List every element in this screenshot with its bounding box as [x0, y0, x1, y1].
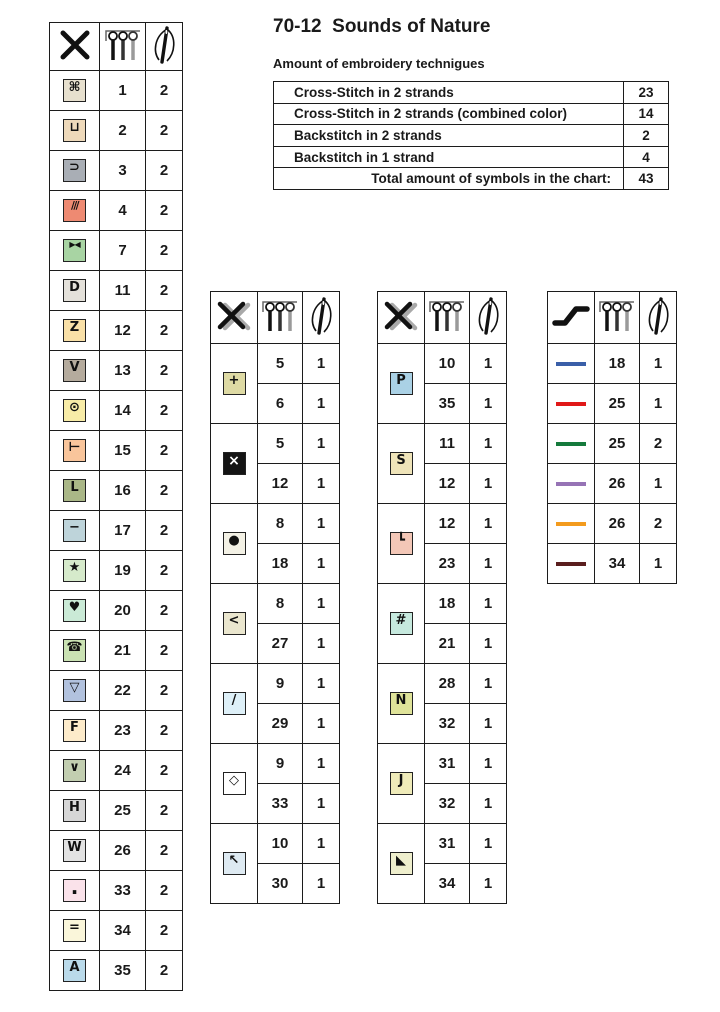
symbol-cell	[50, 231, 100, 271]
symbol-cell	[50, 471, 100, 511]
thread-number: 14	[100, 391, 146, 431]
combined-cross-stitch-icon	[382, 298, 420, 334]
strand-count: 2	[146, 551, 183, 591]
strand-count: 1	[303, 664, 340, 704]
symbol-swatch: ⊙	[63, 399, 86, 422]
symbol-swatch: ◇	[223, 772, 246, 795]
symbol-swatch: /	[223, 692, 246, 715]
thread-number: 6	[258, 384, 303, 424]
combined-symbol-row	[378, 584, 507, 624]
strand-count: 1	[303, 624, 340, 664]
header-cell	[146, 23, 183, 71]
thread-number: 28	[425, 664, 470, 704]
strand-count: 1	[470, 864, 507, 904]
symbol-cell	[50, 671, 100, 711]
symbol-cell	[50, 551, 100, 591]
thread-number: 8	[258, 584, 303, 624]
symbol-swatch: ◣	[390, 852, 413, 875]
strand-count: 1	[303, 824, 340, 864]
strand-count: 1	[470, 824, 507, 864]
strand-count: 1	[303, 744, 340, 784]
strand-count: 2	[146, 791, 183, 831]
combined-symbol-row	[211, 424, 340, 464]
combined-color-symbol-table-1	[210, 291, 340, 904]
thread-number: 12	[258, 464, 303, 504]
thread-number: 26	[595, 464, 640, 504]
thread-number: 33	[258, 784, 303, 824]
thread-number: 34	[100, 911, 146, 951]
symbol-cell	[50, 311, 100, 351]
thread-number: 27	[258, 624, 303, 664]
single-color-symbol-table	[49, 22, 183, 991]
thread-number: 9	[258, 664, 303, 704]
strand-count: 2	[146, 911, 183, 951]
combined-symbol-row	[211, 744, 340, 784]
thread-number: 23	[100, 711, 146, 751]
strand-count: 1	[470, 624, 507, 664]
symbol-cell	[211, 504, 258, 584]
backstitch-line-cell	[548, 384, 595, 424]
thread-number: 17	[100, 511, 146, 551]
technique-label: Cross-Stitch in 2 strands (combined color)	[274, 103, 624, 125]
symbol-row	[50, 191, 183, 231]
symbol-swatch: ∨	[63, 759, 86, 782]
thread-number: 26	[100, 831, 146, 871]
symbol-swatch: L	[63, 479, 86, 502]
technique-count: 23	[624, 82, 669, 104]
symbol-swatch: ▶◀	[63, 239, 86, 262]
strand-count: 1	[640, 464, 677, 504]
symbol-cell	[50, 111, 100, 151]
thread-number: 33	[100, 871, 146, 911]
header-cell	[50, 23, 100, 71]
technique-label: Backstitch in 2 strands	[274, 125, 624, 147]
backstitch-color-line	[556, 442, 586, 446]
combined-cross-stitch-icon	[215, 298, 253, 334]
thread-number: 32	[425, 784, 470, 824]
thread-number: 18	[425, 584, 470, 624]
backstitch-row	[548, 424, 677, 464]
backstitch-color-line	[556, 522, 586, 526]
strand-count: 1	[303, 704, 340, 744]
technique-row	[274, 125, 669, 147]
strand-count: 2	[146, 471, 183, 511]
symbol-cell	[211, 744, 258, 824]
thread-number: 19	[100, 551, 146, 591]
symbol-swatch: =	[63, 919, 86, 942]
thread-number: 35	[425, 384, 470, 424]
thread-number: 34	[595, 544, 640, 584]
symbol-cell	[378, 744, 425, 824]
symbol-row	[50, 471, 183, 511]
strand-count: 2	[146, 151, 183, 191]
needle-strands-icon	[303, 295, 339, 337]
backstitch-row	[548, 504, 677, 544]
strand-count: 1	[303, 384, 340, 424]
symbol-row	[50, 311, 183, 351]
thread-number: 8	[258, 504, 303, 544]
techniques-table	[273, 81, 669, 190]
combined-symbol-row	[211, 504, 340, 544]
thread-number: 11	[425, 424, 470, 464]
header-cell	[595, 292, 640, 344]
symbol-swatch: P	[390, 372, 413, 395]
backstitch-line-cell	[548, 504, 595, 544]
header-cell	[470, 292, 507, 344]
symbol-cell	[50, 71, 100, 111]
symbol-swatch: ▽	[63, 679, 86, 702]
strand-count: 1	[303, 864, 340, 904]
thread-number: 7	[100, 231, 146, 271]
symbol-row	[50, 591, 183, 631]
thread-color-number-icon	[260, 298, 300, 334]
strand-count: 1	[640, 384, 677, 424]
symbol-swatch: S	[390, 452, 413, 475]
strand-count: 2	[146, 591, 183, 631]
key-table-header	[378, 292, 507, 344]
technique-label: Cross-Stitch in 2 strands	[274, 82, 624, 104]
symbol-cell	[211, 824, 258, 904]
thread-color-number-icon	[427, 298, 467, 334]
thread-number: 21	[100, 631, 146, 671]
thread-number: 23	[425, 544, 470, 584]
symbol-row	[50, 111, 183, 151]
strand-count: 1	[470, 384, 507, 424]
technique-label: Total amount of symbols in the chart:	[274, 168, 624, 190]
thread-number: 11	[100, 271, 146, 311]
symbol-cell	[50, 591, 100, 631]
symbol-swatch: −	[63, 519, 86, 542]
thread-number: 13	[100, 351, 146, 391]
thread-number: 25	[595, 384, 640, 424]
combined-symbol-row	[378, 504, 507, 544]
needle-strands-icon	[640, 295, 676, 337]
technique-count: 2	[624, 125, 669, 147]
technique-row	[274, 146, 669, 168]
header-cell	[100, 23, 146, 71]
symbol-row	[50, 751, 183, 791]
symbol-row	[50, 71, 183, 111]
backstitch-icon	[551, 298, 591, 334]
symbol-swatch: ⌘	[63, 79, 86, 102]
backstitch-line-cell	[548, 344, 595, 384]
symbol-cell	[50, 351, 100, 391]
strand-count: 1	[303, 544, 340, 584]
strand-count: 1	[470, 784, 507, 824]
backstitch-color-line	[556, 402, 586, 406]
technique-count: 43	[624, 168, 669, 190]
thread-number: 3	[100, 151, 146, 191]
technique-label: Backstitch in 1 strand	[274, 146, 624, 168]
symbol-cell	[211, 344, 258, 424]
strand-count: 1	[640, 344, 677, 384]
thread-number: 10	[425, 344, 470, 384]
symbol-row	[50, 671, 183, 711]
key-table-header	[548, 292, 677, 344]
header-cell	[548, 292, 595, 344]
backstitch-line-cell	[548, 544, 595, 584]
strand-count: 2	[146, 511, 183, 551]
thread-number: 15	[100, 431, 146, 471]
strand-count: 2	[146, 671, 183, 711]
strand-count: 2	[146, 71, 183, 111]
thread-number: 22	[100, 671, 146, 711]
symbol-row	[50, 271, 183, 311]
symbol-cell	[50, 431, 100, 471]
strand-count: 1	[470, 664, 507, 704]
thread-number: 5	[258, 424, 303, 464]
header-cell	[425, 292, 470, 344]
strand-count: 1	[470, 424, 507, 464]
symbol-swatch: V	[63, 359, 86, 382]
symbol-row	[50, 511, 183, 551]
symbol-cell	[50, 711, 100, 751]
symbol-cell	[378, 824, 425, 904]
thread-number: 32	[425, 704, 470, 744]
strand-count: 2	[640, 424, 677, 464]
page-title: 70-12 Sounds of Nature	[273, 16, 491, 37]
thread-number: 34	[425, 864, 470, 904]
symbol-swatch: ///	[63, 199, 86, 222]
symbol-cell	[50, 631, 100, 671]
symbol-cell	[50, 191, 100, 231]
needle-strands-icon	[470, 295, 506, 337]
thread-number: 10	[258, 824, 303, 864]
symbol-swatch: ♥	[63, 599, 86, 622]
combined-symbol-row	[211, 344, 340, 384]
header-cell	[258, 292, 303, 344]
strand-count: 1	[303, 504, 340, 544]
backstitch-row	[548, 344, 677, 384]
thread-color-number-icon	[597, 298, 637, 334]
thread-number: 25	[100, 791, 146, 831]
symbol-row	[50, 551, 183, 591]
symbol-swatch: ↖	[223, 852, 246, 875]
symbol-cell	[50, 791, 100, 831]
strand-count: 2	[640, 504, 677, 544]
symbol-swatch: ☎	[63, 639, 86, 662]
technique-row	[274, 168, 669, 190]
technique-count: 4	[624, 146, 669, 168]
strand-count: 1	[303, 584, 340, 624]
symbol-swatch: A	[63, 959, 86, 982]
symbol-cell	[50, 151, 100, 191]
strand-count: 2	[146, 631, 183, 671]
strand-count: 1	[640, 544, 677, 584]
strand-count: 2	[146, 111, 183, 151]
symbol-cell	[378, 504, 425, 584]
symbol-row	[50, 391, 183, 431]
symbol-cell	[211, 664, 258, 744]
strand-count: 2	[146, 311, 183, 351]
strand-count: 1	[303, 784, 340, 824]
cross-stitch-icon	[57, 27, 93, 63]
symbol-row	[50, 431, 183, 471]
symbol-swatch: ★	[63, 559, 86, 582]
symbol-swatch: <	[223, 612, 246, 635]
symbol-swatch: ┗	[390, 532, 413, 555]
strand-count: 1	[470, 704, 507, 744]
symbol-swatch: ⊃	[63, 159, 86, 182]
header-cell	[303, 292, 340, 344]
technique-row	[274, 82, 669, 104]
thread-number: 18	[595, 344, 640, 384]
backstitch-color-line	[556, 562, 586, 566]
strand-count: 2	[146, 871, 183, 911]
symbol-swatch: ●	[223, 532, 246, 555]
strand-count: 1	[470, 504, 507, 544]
combined-symbol-row	[378, 824, 507, 864]
symbol-cell	[378, 424, 425, 504]
key-table-header	[50, 23, 183, 71]
symbol-row	[50, 951, 183, 991]
thread-number: 12	[425, 464, 470, 504]
strand-count: 1	[470, 744, 507, 784]
symbol-swatch: F	[63, 719, 86, 742]
symbol-row	[50, 831, 183, 871]
strand-count: 2	[146, 831, 183, 871]
strand-count: 1	[470, 544, 507, 584]
thread-number: 21	[425, 624, 470, 664]
strand-count: 2	[146, 231, 183, 271]
symbol-swatch: ⊔	[63, 119, 86, 142]
strand-count: 2	[146, 191, 183, 231]
symbol-cell	[378, 344, 425, 424]
backstitch-color-line	[556, 362, 586, 366]
thread-number: 2	[100, 111, 146, 151]
symbol-row	[50, 871, 183, 911]
symbol-cell	[378, 584, 425, 664]
thread-number: 26	[595, 504, 640, 544]
backstitch-color-line	[556, 482, 586, 486]
combined-symbol-row	[211, 824, 340, 864]
symbol-row	[50, 351, 183, 391]
strand-count: 2	[146, 751, 183, 791]
symbol-cell	[50, 911, 100, 951]
symbol-cell	[50, 511, 100, 551]
strand-count: 1	[470, 464, 507, 504]
symbol-row	[50, 911, 183, 951]
thread-number: 12	[100, 311, 146, 351]
symbol-swatch: ⊢	[63, 439, 86, 462]
combined-symbol-row	[211, 584, 340, 624]
key-table-header	[211, 292, 340, 344]
symbol-cell	[378, 664, 425, 744]
thread-number: 18	[258, 544, 303, 584]
symbol-swatch: H	[63, 799, 86, 822]
symbol-swatch: N	[390, 692, 413, 715]
strand-count: 2	[146, 351, 183, 391]
strand-count: 2	[146, 391, 183, 431]
thread-number: 5	[258, 344, 303, 384]
combined-symbol-row	[378, 424, 507, 464]
strand-count: 1	[303, 424, 340, 464]
header-cell	[640, 292, 677, 344]
thread-number: 30	[258, 864, 303, 904]
thread-number: 1	[100, 71, 146, 111]
strand-count: 1	[470, 584, 507, 624]
thread-number: 31	[425, 824, 470, 864]
combined-symbol-row	[211, 664, 340, 704]
symbol-swatch: ·	[63, 879, 86, 902]
combined-symbol-row	[378, 344, 507, 384]
symbol-swatch: D	[63, 279, 86, 302]
symbol-row	[50, 791, 183, 831]
symbol-cell	[50, 831, 100, 871]
techniques-subtitle: Amount of embroidery technigues	[273, 56, 485, 71]
thread-color-number-icon	[103, 27, 143, 63]
symbol-swatch: W	[63, 839, 86, 862]
thread-number: 12	[425, 504, 470, 544]
strand-count: 2	[146, 271, 183, 311]
symbol-cell	[50, 951, 100, 991]
thread-number: 9	[258, 744, 303, 784]
technique-row	[274, 103, 669, 125]
backstitch-row	[548, 544, 677, 584]
backstitch-line-cell	[548, 424, 595, 464]
combined-symbol-row	[378, 744, 507, 784]
symbol-cell	[50, 751, 100, 791]
strand-count: 2	[146, 711, 183, 751]
header-cell	[211, 292, 258, 344]
backstitch-row	[548, 464, 677, 504]
symbol-cell	[50, 271, 100, 311]
thread-number: 20	[100, 591, 146, 631]
needle-strands-icon	[146, 24, 182, 66]
thread-number: 35	[100, 951, 146, 991]
header-cell	[378, 292, 425, 344]
strand-count: 2	[146, 431, 183, 471]
strand-count: 1	[470, 344, 507, 384]
strand-count: 1	[303, 464, 340, 504]
thread-number: 25	[595, 424, 640, 464]
backstitch-color-table	[547, 291, 677, 584]
backstitch-line-cell	[548, 464, 595, 504]
strand-count: 1	[303, 344, 340, 384]
backstitch-row	[548, 384, 677, 424]
symbol-row	[50, 151, 183, 191]
strand-count: 2	[146, 951, 183, 991]
symbol-swatch: Z	[63, 319, 86, 342]
symbol-cell	[211, 424, 258, 504]
combined-color-symbol-table-2	[377, 291, 507, 904]
thread-number: 4	[100, 191, 146, 231]
thread-number: 29	[258, 704, 303, 744]
symbol-cell	[211, 584, 258, 664]
symbol-row	[50, 711, 183, 751]
technique-count: 14	[624, 103, 669, 125]
combined-symbol-row	[378, 664, 507, 704]
thread-number: 31	[425, 744, 470, 784]
symbol-cell	[50, 871, 100, 911]
thread-number: 24	[100, 751, 146, 791]
symbol-swatch: J	[390, 772, 413, 795]
symbol-swatch: #	[390, 612, 413, 635]
symbol-row	[50, 231, 183, 271]
thread-number: 16	[100, 471, 146, 511]
symbol-swatch: ×	[223, 452, 246, 475]
symbol-cell	[50, 391, 100, 431]
symbol-row	[50, 631, 183, 671]
symbol-swatch: +	[223, 372, 246, 395]
